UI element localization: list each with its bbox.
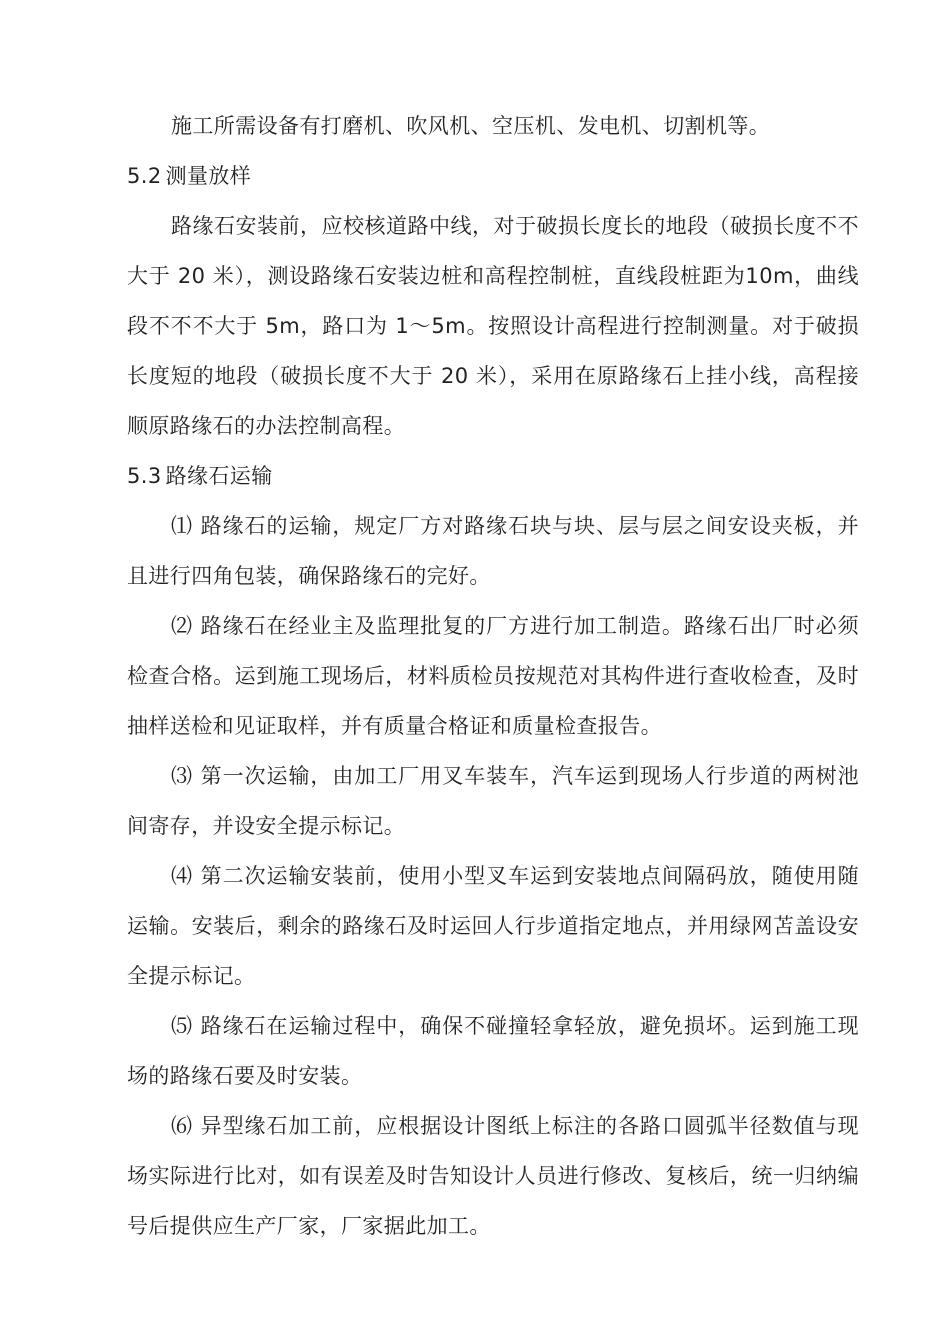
list-item-2: ⑵ 路缘石在经业主及监理批复的厂方进行加工制造。路缘石出厂时必须检查合格。运到施工现场后，材料质检员按规范对其构件进行查收检查，及时抽样送检和见证取样，并有质量合格证和质量检查报告。 [127,614,859,738]
paragraph-equipment: 施工所需设备有打磨机、吹风机、空压机、发电机、切割机等。 [171,114,771,138]
list-item-4: ⑷ 第二次运输安装前，使用小型叉车运到安装地点间隔码放，随使用随运输。安装后，剩余的路缘石及时运回人行步道指定地点，并用绿网苫盖设安全提示标记。 [127,864,859,988]
list-item-1: ⑴ 路缘石的运输，规定厂方对路缘石块与块、层与层之间安设夹板，并且进行四角包装，确保路缘石的完好。 [127,514,859,588]
section-number: 5.2 [127,164,162,188]
section-title: 测量放样 [165,164,252,188]
section-heading-5-2 [127,151,859,201]
document-body [127,101,859,1251]
list-item-5: ⑸ 路缘石在运输过程中，确保不碰撞轻拿轻放，避免损坏。运到施工现场的路缘石要及时安装。 [127,1014,859,1088]
section-heading-5-3 [127,451,859,501]
paragraph-survey: 路缘石安装前，应校核道路中线，对于破损长度长的地段（破损长度不不大于 20 米），测设路缘石安装边桩和高程控制桩，直线段桩距为10m，曲线段不不不大于 5m，路口为 1～5m。按照设计高程进行控制测量。对于破损长度短的地段（破损长度不大于 20 米），采用在原路缘石上挂小线，高程接顺原路缘石的办法控制高程。 [127,214,859,438]
list-item-6: ⑹ 异型缘石加工前，应根据设计图纸上标注的各路口圆弧半径数值与现场实际进行比对，如有误差及时告知设计人员进行修改、复核后，统一归纳编号后提供应生产厂家，厂家据此加工。 [127,1114,859,1238]
section-title: 路缘石运输 [165,464,273,488]
section-number: 5.3 [127,464,162,488]
list-item-3: ⑶ 第一次运输，由加工厂用叉车装车，汽车运到现场人行步道的两树池间寄存，并设安全提示标记。 [127,764,859,838]
